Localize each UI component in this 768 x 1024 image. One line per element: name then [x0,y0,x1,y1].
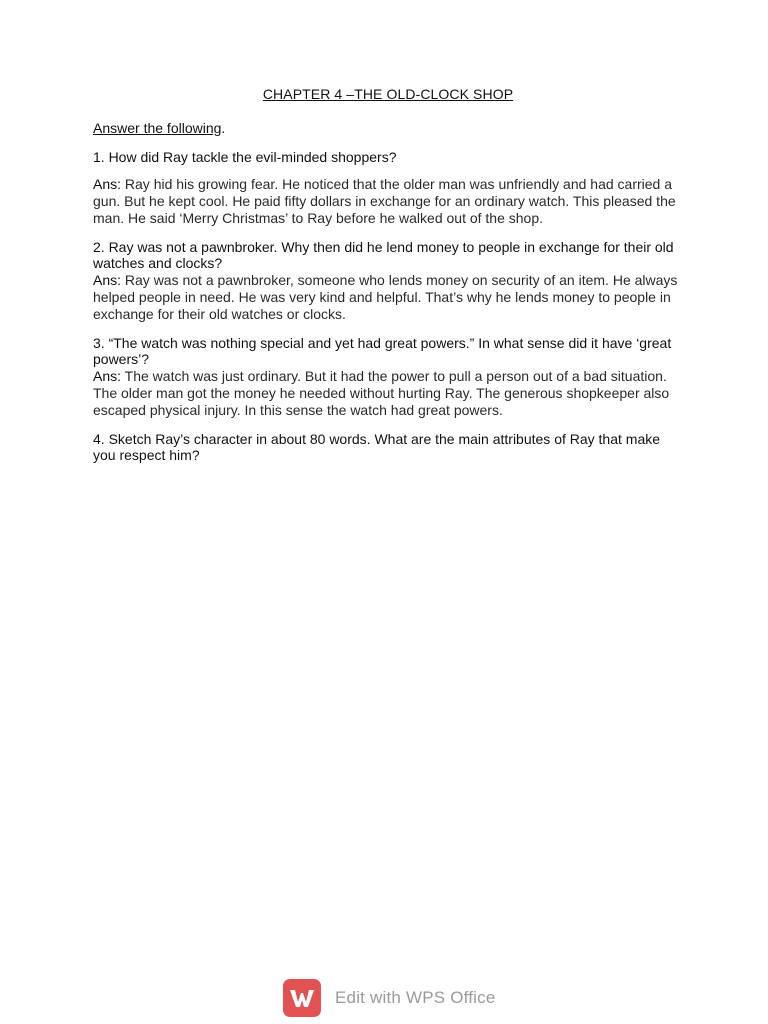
question-2: 2. Ray was not a pawnbroker. Why then did he lend money to people in exchange for their old watches and clocks? [93,238,674,271]
wps-office-icon[interactable] [283,979,321,1017]
answer-3 [93,368,683,419]
answer-label: Ans: [93,271,122,288]
answer-label: Ans: [93,367,122,384]
answer-label: Ans: [93,175,122,192]
answer-text: Ray hid his growing fear. He noticed that the older man was unfriendly and had carried a gun. But he kept cool. He paid fifty dollars in exchange for an ordinary watch. This pleased the man. He said ‘Merry Christmas’ to Ray before he walked out of the shop. [93,175,676,226]
document-page [93,86,683,476]
answer-text: The watch was just ordinary. But it had the power to pull a person out of a bad situation. The older man got the money he needed without hurting Ray. The generous shopkeeper also escaped physical injury. In this sense the watch had great powers. [93,367,670,418]
wps-w-glyph [289,987,315,1009]
question-4: 4. Sketch Ray’s character in about 80 words. What are the main attributes of Ray that make you respect him? [93,430,661,463]
question-block-2 [93,239,683,323]
instruction-suffix: . [221,120,226,136]
question-block-3 [93,335,683,419]
instruction [93,120,683,136]
wps-edit-banner[interactable] [283,978,496,1018]
question-block-1 [93,149,683,227]
question-1: 1. How did Ray tackle the evil-minded shoppers? [93,149,397,165]
instruction-text: Answer the following [93,120,222,136]
wps-edit-label[interactable]: Edit with WPS Office [335,988,496,1007]
answer-1 [93,176,683,227]
chapter-title: CHAPTER 4 –THE OLD-CLOCK SHOP [262,86,514,102]
answer-text: Ray was not a pawnbroker, someone who lends money on security of an item. He always helped people in need. He was very kind and helpful. That’s why he lends money to people in exchange for their old watches or clocks. [93,271,678,322]
question-3: 3. “The watch was nothing special and yet had great powers.” In what sense did it have ‘great powers’? [93,334,672,367]
question-block-4 [93,431,683,464]
answer-2 [93,272,683,323]
